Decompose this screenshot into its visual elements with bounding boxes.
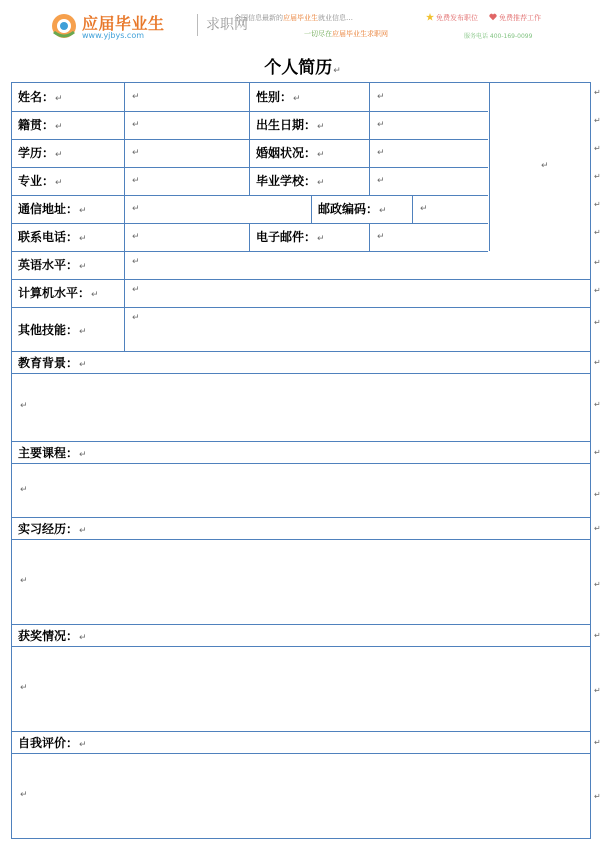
field-school[interactable]: ↵: [377, 176, 385, 186]
label-computer: 计算机水平：↵: [12, 279, 125, 307]
field-education[interactable]: ↵: [125, 139, 250, 167]
field-postcode[interactable]: ↵: [420, 204, 428, 214]
section-header-awards: [12, 624, 590, 647]
label-major: 专业：↵: [12, 167, 125, 195]
field-email[interactable]: ↵: [377, 232, 385, 242]
field-origin[interactable]: ↵: [125, 111, 250, 139]
section-header-education: [12, 351, 590, 374]
label-gender: 性别：↵: [250, 83, 370, 111]
section-body-self-eval[interactable]: ↵: [20, 790, 28, 800]
field-english[interactable]: ↵: [132, 257, 140, 267]
row-end-mark: ↵: [594, 738, 601, 747]
label-phone: 联系电话：↵: [12, 223, 125, 251]
logo-url: www.yjbys.com: [82, 31, 145, 40]
section-body-internship[interactable]: ↵: [12, 539, 590, 625]
label-internship: 实习经历：↵: [18, 522, 87, 536]
row-end-mark: ↵: [594, 448, 601, 457]
row-end-mark: ↵: [594, 88, 601, 97]
row-end-mark: ↵: [594, 286, 601, 295]
site-logo[interactable]: [50, 10, 200, 44]
row-end-mark: ↵: [594, 172, 601, 181]
field-marital[interactable]: ↵: [377, 148, 385, 158]
recommend-job-link[interactable]: 免费推荐工作: [489, 13, 541, 23]
row-end-mark: ↵: [594, 580, 601, 589]
row-end-mark: ↵: [594, 358, 601, 367]
row-end-mark: ↵: [594, 144, 601, 153]
label-postcode: 邮政编码：↵: [312, 195, 413, 223]
label-education: 学历：↵: [12, 139, 125, 167]
row-major-school: [12, 167, 488, 196]
page-title: 个人简历↵: [264, 58, 341, 78]
label-other-skills: 其他技能：↵: [12, 307, 125, 351]
slogan-line-2: 一切尽在应届毕业生求职网: [304, 30, 388, 38]
section-body-education[interactable]: ↵: [12, 373, 590, 442]
row-address-postcode: [12, 195, 488, 224]
row-end-mark: ↵: [594, 524, 601, 533]
row-other-skills: [12, 307, 590, 352]
label-awards: 获奖情况：↵: [18, 629, 87, 643]
label-address: 通信地址：↵: [12, 195, 125, 223]
label-courses: 主要课程：↵: [18, 446, 87, 460]
resume-form: [11, 82, 591, 839]
label-marital: 婚姻状况：↵: [250, 139, 370, 167]
photo-area[interactable]: ↵: [489, 83, 592, 251]
label-email: 电子邮件：↵: [250, 223, 370, 251]
section-body-courses[interactable]: ↵: [12, 463, 590, 518]
logo-subtitle: 求职网: [206, 17, 248, 33]
row-end-mark: ↵: [594, 686, 601, 695]
label-name: 姓名：↵: [12, 83, 125, 111]
row-end-mark: ↵: [594, 792, 601, 801]
label-english: 英语水平：↵: [12, 251, 125, 279]
field-gender[interactable]: ↵: [377, 92, 385, 102]
section-header-self-eval: [12, 731, 590, 754]
row-english: [12, 251, 590, 280]
label-origin: 籍贯：↵: [12, 111, 125, 139]
logo-divider: [197, 14, 198, 36]
field-computer[interactable]: ↵: [132, 285, 140, 295]
row-education-marital: [12, 139, 488, 168]
heart-icon: [489, 13, 497, 21]
row-end-mark: ↵: [594, 258, 601, 267]
field-address[interactable]: ↵: [125, 195, 312, 223]
row-computer: [12, 279, 590, 308]
row-name-gender: [12, 83, 488, 112]
section-header-courses: [12, 441, 590, 464]
label-self-eval: 自我评价：↵: [18, 736, 87, 750]
row-end-mark: ↵: [594, 200, 601, 209]
label-school: 毕业学校：↵: [250, 167, 370, 195]
slogan-line-1: 全国信息最新的应届毕业生就业信息…: [234, 14, 353, 22]
section-header-internship: [12, 517, 590, 540]
site-header-banner: [46, 6, 552, 46]
label-birth: 出生日期：↵: [250, 111, 370, 139]
row-end-mark: ↵: [594, 400, 601, 409]
row-end-mark: ↵: [594, 318, 601, 327]
label-edu-background: 教育背景：↵: [18, 356, 87, 370]
service-phone: 服务电话 400-169-0099: [464, 33, 533, 40]
field-major[interactable]: ↵: [125, 167, 250, 195]
post-job-link[interactable]: 免费发布职位: [426, 13, 478, 23]
field-phone[interactable]: ↵: [125, 223, 250, 251]
row-origin-birth: [12, 111, 488, 140]
row-end-mark: ↵: [594, 228, 601, 237]
field-other-skills[interactable]: ↵: [132, 313, 140, 323]
star-icon: [426, 13, 434, 21]
logo-name: 应届毕业生: [82, 14, 165, 33]
row-phone-email: [12, 223, 488, 252]
row-end-mark: ↵: [594, 490, 601, 499]
field-birth[interactable]: ↵: [377, 120, 385, 130]
row-end-mark: ↵: [594, 116, 601, 125]
section-body-awards[interactable]: ↵: [12, 646, 590, 732]
row-end-mark: ↵: [594, 631, 601, 640]
logo-badge-icon: [50, 12, 78, 40]
field-name[interactable]: ↵: [125, 83, 250, 111]
